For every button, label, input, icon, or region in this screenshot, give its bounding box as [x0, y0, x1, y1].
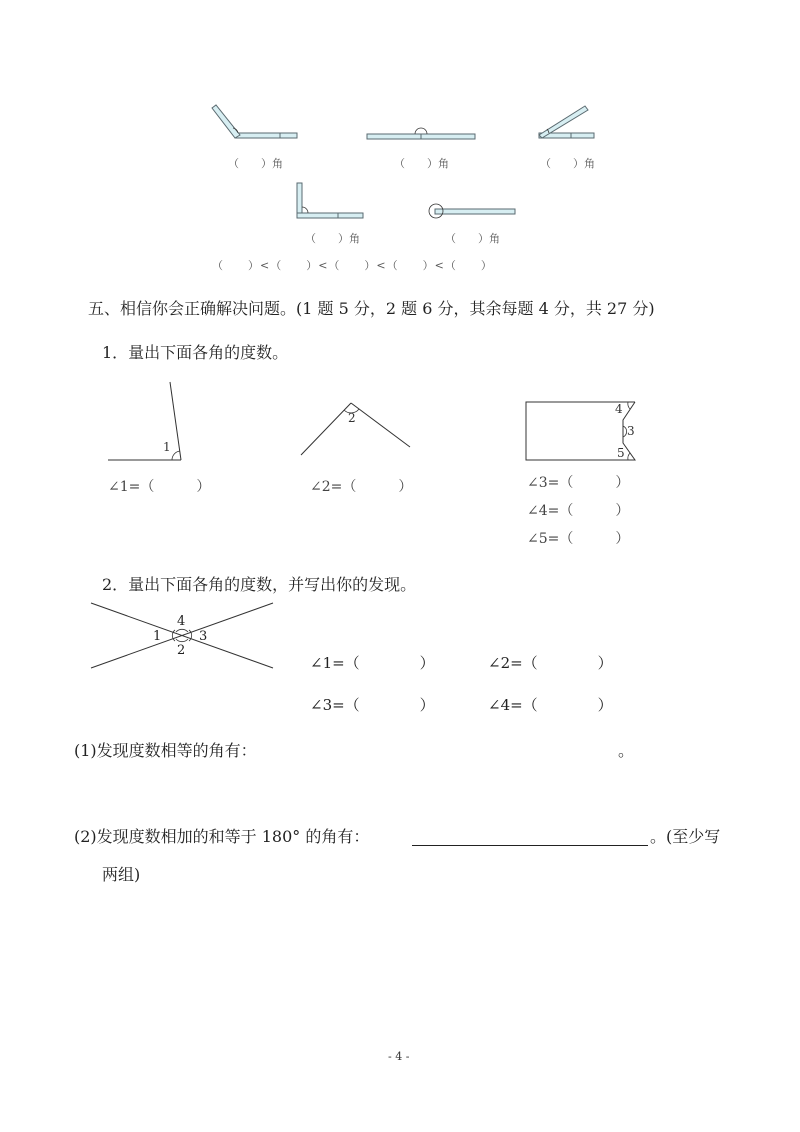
q2-answer-angle-1: ∠1=（ ） [310, 654, 435, 672]
q1-angle-1-figure [100, 380, 195, 465]
angle-label-b: （ ）角 [394, 157, 449, 170]
angle-label-d: （ ）角 [305, 232, 360, 245]
q1-angle-5-label: 5 [617, 446, 625, 460]
finding-2-end: 。(至少写 [650, 827, 721, 846]
q1-angle-2-figure [295, 395, 415, 460]
q2-answer-angle-3: ∠3=（ ） [310, 696, 435, 714]
q2-angle-3-label: 3 [199, 629, 208, 644]
q2-answer-angle-2: ∠2=（ ） [488, 654, 613, 672]
ruler-angle-figure-e [425, 200, 520, 225]
finding-2-answer-blank[interactable] [412, 845, 648, 846]
q1-angle-4-label: 4 [615, 402, 623, 416]
q1-answer-angle-1: ∠1=（ ） [108, 479, 211, 495]
angle-order-line: （ ）<（ ）<（ ）<（ ）<（ ） [212, 259, 493, 272]
ruler-angle-figure-b [365, 120, 480, 145]
q2-answer-angle-4: ∠4=（ ） [488, 696, 613, 714]
section-heading: 五、相信你会正确解决问题。(1 题 5 分，2 题 6 分，其余每题 4 分，共 27 分) [88, 299, 655, 318]
finding-2-continuation: 两组) [102, 865, 141, 884]
q1-angle-3-label: 3 [627, 424, 635, 438]
page-number: - 4 - [388, 1050, 410, 1063]
q2-angle-2-label: 2 [177, 643, 186, 658]
q1-answer-angle-2: ∠2=（ ） [310, 479, 413, 495]
q2-angle-4-label: 4 [177, 614, 186, 629]
q1-angle-1-label: 1 [163, 440, 171, 454]
angle-label-a: （ ）角 [228, 157, 283, 170]
ruler-angle-figure-a [200, 100, 310, 145]
finding-2-text: (2)发现度数相加的和等于 180° 的角有： [74, 827, 370, 846]
q1-angle-2-label: 2 [348, 411, 356, 425]
question-1-title: 1．量出下面各角的度数。 [102, 343, 289, 362]
q1-answer-angle-3: ∠3=（ ） [527, 475, 630, 491]
angle-label-c: （ ）角 [540, 157, 595, 170]
q1-answer-angle-4: ∠4=（ ） [527, 503, 630, 519]
q2-intersecting-lines-figure [85, 598, 280, 673]
angle-label-e: （ ）角 [445, 232, 500, 245]
finding-1-text: (1)发现度数相等的角有： [74, 741, 257, 760]
question-2-title: 2．量出下面各角的度数，并写出你的发现。 [102, 575, 417, 594]
finding-1-end: 。 [618, 741, 635, 760]
q2-angle-1-label: 1 [153, 629, 162, 644]
q1-angles-3-4-5-figure [520, 398, 640, 468]
ruler-angle-figure-d [293, 180, 368, 220]
q1-answer-angle-5: ∠5=（ ） [527, 531, 630, 547]
ruler-angle-figure-c [533, 100, 598, 145]
